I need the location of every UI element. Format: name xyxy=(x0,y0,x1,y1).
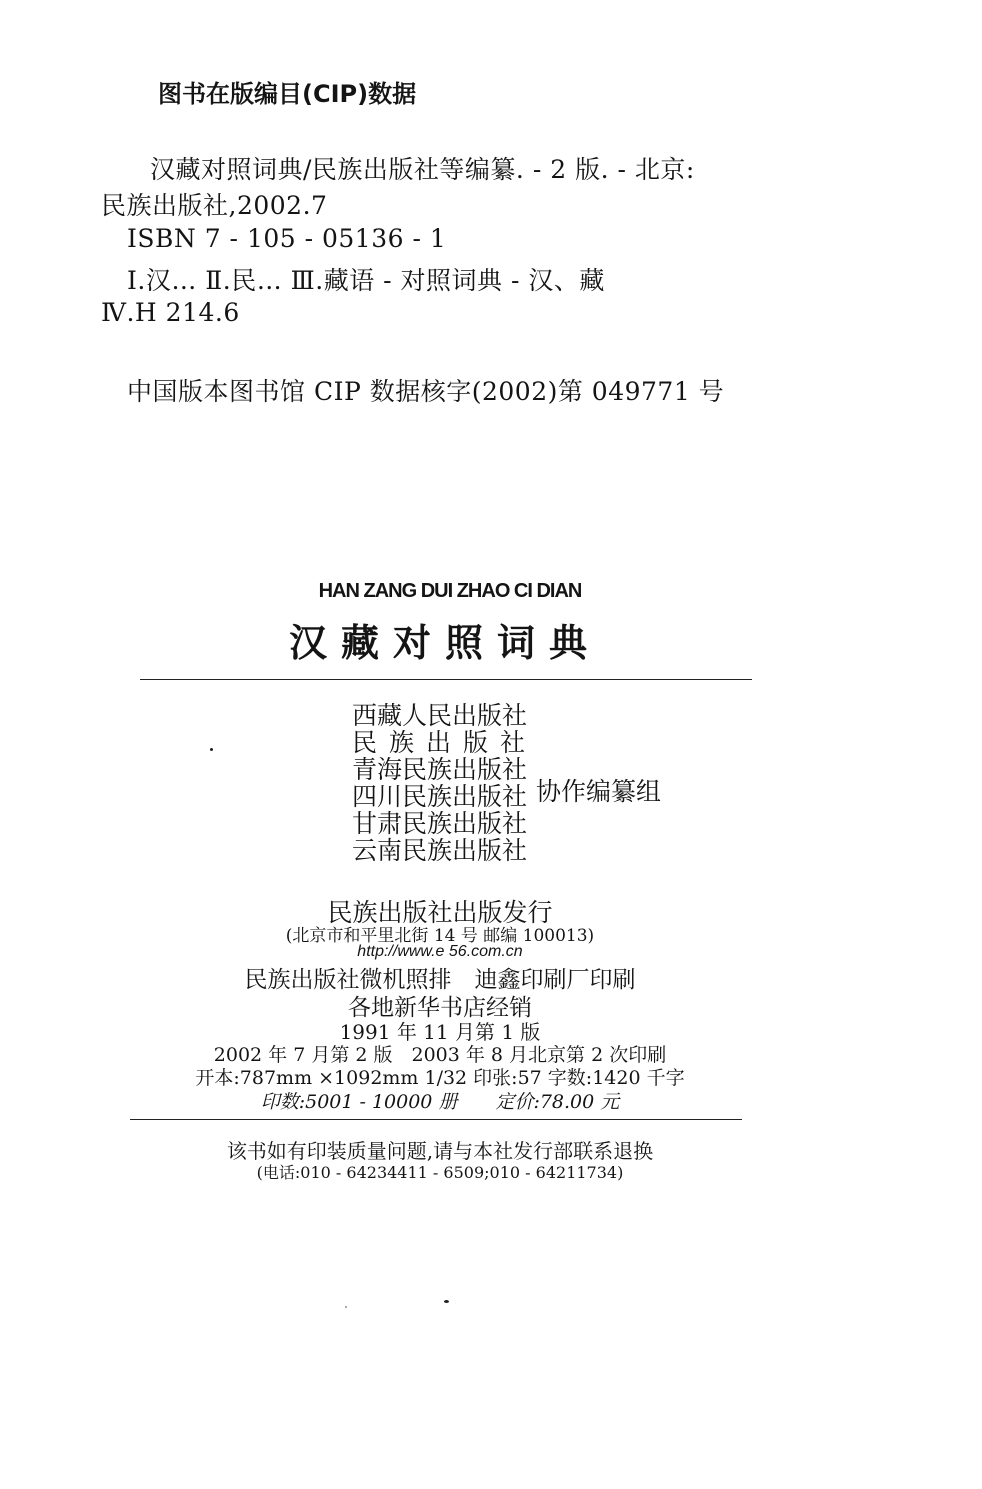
publisher-item: 民族出版社 xyxy=(352,728,538,757)
imprint-format: 开本:787mm ×1092mm 1/32 印张:57 字数:1420 千字 xyxy=(195,1067,685,1089)
cip-heading: 图书在版编目(CIP)数据 xyxy=(158,80,417,108)
return-notice: 该书如有印装质量问题,请与本社发行部联系退换 xyxy=(226,1139,654,1163)
imprint-distribution: 各地新华书店经销 xyxy=(348,995,532,1021)
cip-entry-line: 汉藏对照词典/民族出版社等编纂. - 2 版. - 北京: xyxy=(150,155,695,184)
notice-divider xyxy=(130,1119,742,1120)
cip-entry-line: 民族出版社,2002.7 xyxy=(101,191,328,220)
scan-speck xyxy=(345,1306,347,1308)
imprint-publisher: 民族出版社出版发行 xyxy=(327,898,553,927)
compilation-group-label: 协作编纂组 xyxy=(536,777,662,806)
imprint-second-edition: 2002 年 7 月第 2 版 2003 年 8 月北京第 2 次印刷 xyxy=(213,1044,667,1066)
pinyin-title: HAN ZANG DUI ZHAO CI DIAN xyxy=(318,580,582,602)
cip-classification: Ⅳ.H 214.6 xyxy=(101,298,240,327)
publisher-list xyxy=(352,702,537,864)
scan-speck xyxy=(444,1300,449,1303)
title-divider xyxy=(140,679,752,680)
publisher-item: 甘肃民族出版社 xyxy=(352,809,528,838)
chinese-title: 汉藏对照词典 xyxy=(288,621,601,665)
imprint-address: (北京市和平里北街 14 号 邮编 100013) xyxy=(285,926,595,946)
publisher-item: 四川民族出版社 xyxy=(352,782,528,811)
return-phone: (电话:010 - 64234411 - 6509;010 - 64211734) xyxy=(256,1163,624,1182)
cip-subject-line: Ⅰ.汉… Ⅱ.民… Ⅲ.藏语 - 对照词典 - 汉、藏 xyxy=(127,266,605,295)
imprint-first-edition: 1991 年 11 月第 1 版 xyxy=(339,1020,541,1044)
cip-record-number: 中国版本图书馆 CIP 数据核字(2002)第 049771 号 xyxy=(127,377,725,406)
scan-speck xyxy=(210,748,213,751)
imprint-website: http://www.e 56.com.cn xyxy=(357,943,523,960)
cip-isbn: ISBN 7 - 105 - 05136 - 1 xyxy=(127,224,447,253)
publisher-item: 青海民族出版社 xyxy=(352,755,528,784)
imprint-typeset-print: 民族出版社微机照排 迪鑫印刷厂印刷 xyxy=(244,967,636,993)
publisher-item: 西藏人民出版社 xyxy=(352,701,528,730)
imprint-print-run-price: 印数:5001 - 10000 册 定价:78.00 元 xyxy=(260,1091,620,1113)
publisher-item: 云南民族出版社 xyxy=(352,836,528,865)
